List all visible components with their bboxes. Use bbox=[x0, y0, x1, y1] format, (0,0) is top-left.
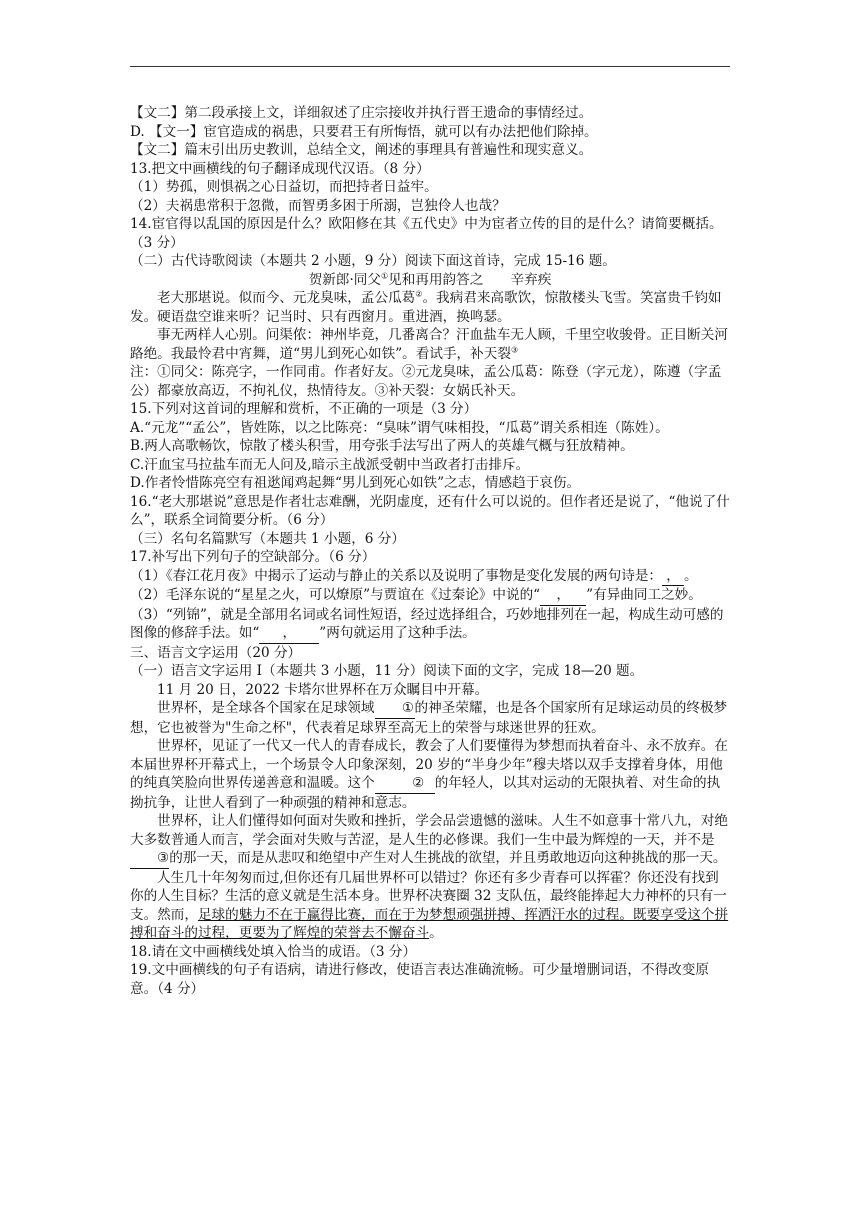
passage-paragraph: 人生几十年匆匆而过,但你还有几届世界杯可以错过？你还有多少青春可以挥霍？你还没有找到你的人生目标？生活的意义就是生活本身。世界杯决赛圈 32 支队伍，最终能捧起大力神杯的只有一支。然而，足球的魅力不在于赢得比赛，而在于为梦想顽强拼搏、挥洒汗水的过程。既要享受这个拼搏和奋斗的过程，更要为了辉煌的荣誉去不懈奋斗。 bbox=[130, 869, 729, 941]
fill-blank-1[interactable]: ① bbox=[375, 699, 415, 719]
passage-paragraph: 世界杯，让人们懂得如何面对失败和挫折，学会品尝遗憾的滋味。人生不如意事十常八九，对绝大多数普通人而言，学会面对失败与苦涩，是人生的必修课。我们一生中最为辉煌的一天，并不是③的那一天，而是从悲叹和绝望中产生对人生挑战的欲望，并且勇敢地迈向这种挑战的那一天。 bbox=[130, 812, 730, 869]
question-13: 13.把文中画横线的句子翻译成现代汉语。（8 分） bbox=[130, 160, 430, 177]
section-recitation-heading: （三）名句名篇默写（本题共 1 小题，6 分） bbox=[130, 530, 405, 547]
question-15: 15.下列对这首词的理解和赏析，不正确的一项是（3 分） bbox=[130, 401, 478, 417]
passage-paragraph: 世界杯，是全球各个国家在足球领域 ①的神圣荣耀，也是各个国家所有足球运动员的终极梦想，它也被誉为"生命之杯"，代表着足球界至高无上的荣誉与球迷世界的狂欢。 bbox=[130, 700, 728, 736]
fill-blank[interactable]: ， bbox=[662, 567, 684, 587]
option-c: C.汗血宝马拉盐车而无人问及,暗示主战派受朝中当政者打击排斥。 bbox=[130, 456, 530, 473]
text-line: 【文二】第二段承接上文，详细叙述了庄宗接收并执行晋王遗命的事情经过。 bbox=[130, 105, 593, 121]
fill-blank-2[interactable]: ② bbox=[375, 774, 435, 794]
option-b: B.两人高歌畅饮，惊散了楼头积雪，用夸张手法写出了两人的英雄气概与狂放精神。 bbox=[130, 438, 634, 454]
question-17: 17.补写出下列句子的空缺部分。（6 分） bbox=[130, 549, 376, 565]
question-19: 19.文中画横线的句子有语病，请进行修改，使语言表达准确流畅。可少量增删词语，不得改变原意。（4 分） bbox=[130, 962, 709, 997]
question-17-3: （3）“列锦”，就是全部用名词或名词性短语，经过选择组合，巧妙地排列在一起，构成生动可感的图像的修辞手法。如“ ， ”两句就运用了这种手法。 bbox=[130, 606, 730, 644]
option-a: A.“元龙”“孟公”，皆姓陈，以之比陈亮：“臭味”谓气味相投，“瓜葛”谓关系相连（陈姓）。 bbox=[130, 419, 669, 436]
text-line: 【文二】篇末引出历史教训，总结全文，阐述的事理具有普遍性和现实意义。 bbox=[130, 142, 593, 158]
passage-paragraph: 世界杯，见证了一代又一代人的青春成长，教会了人们要懂得为梦想而执着奋斗、永不放弃。在本届世界杯开幕式上，一个场景令人印象深刻，20 岁的“半身少年”穆夫塔以双手支撑着身体，用他的纯真笑脸向世界传递善意和温暖。这个 ② 的年轻人，以其对运动的无限执着、对生命的执拗抗争，让世人看到了一种顽强的精神和意志。 bbox=[130, 738, 728, 811]
question-14: 14.宦官得以乱国的原因是什么？欧阳修在其《五代史》中为宦者立传的目的是什么？请简要概括。（3 分） bbox=[130, 216, 723, 251]
section-poetry-heading: （二）古代诗歌阅读（本题共 2 小题，9 分）阅读下面这首诗，完成 15-16 题。 bbox=[130, 253, 616, 269]
document-page bbox=[130, 104, 730, 998]
question-17-1: （1）《春江花月夜》中揭示了运动与静止的关系以及说明了事物是变化发展的两句诗是： ， 。 bbox=[130, 567, 730, 587]
poem-note: 注：①同父：陈亮字，一作同甫。作者好友。②元龙臭味，孟公瓜葛：陈登（字元龙），陈遵（字孟公）都豪放高迈，不拘礼仪，热情待友。③补天裂：女娲氏补天。 bbox=[130, 364, 722, 399]
poem-stanza-2: 事无两样人心别。问渠侬：神州毕竟，几番离合？汗血盐车无人顾，千里空收骏骨。正目断关河路绝。我最怜君中宵舞，道“男儿到死心如铁”。看试手，补天裂③ bbox=[130, 327, 728, 362]
question-13-1: （1）势孤，则惧祸之心日益切，而把持者日益牢。 bbox=[130, 179, 438, 195]
question-17-2: （2）毛泽东说的“星星之火，可以燎原”与贾谊在《过秦论》中说的“ ， ”有异曲同工之妙。 bbox=[130, 586, 730, 606]
question-16: 16.“老大那堪说”意思是作者壮志难酬，光阴虚度，还有什么可以说的。但作者还是说了，“他说了什么”，联系全词简要分析。（6 分） bbox=[130, 493, 730, 528]
fill-blank-3[interactable]: ③ bbox=[130, 849, 169, 869]
text-line: D. 【文一】宦官造成的祸患，只要君王有所悔悟，就可以有办法把他们除掉。 bbox=[130, 123, 598, 140]
passage-paragraph: 11 月 20 日，2022 卡塔尔世界杯在万众瞩目中开幕。 bbox=[157, 681, 489, 698]
fill-blank[interactable]: ， bbox=[540, 586, 586, 606]
header-rule bbox=[130, 66, 730, 67]
question-18: 18.请在文中画横线处填入恰当的成语。（3 分） bbox=[130, 943, 417, 960]
option-d: D.作者怜惜陈亮空有祖逖闻鸡起舞“男儿到死心如铁”之志，情感趋于哀伤。 bbox=[130, 475, 581, 491]
question-13-2: （2）夫祸患常积于忽微，而智勇多困于所溺，岂独伶人也哉？ bbox=[130, 197, 506, 214]
fill-blank[interactable]: ， bbox=[259, 624, 319, 644]
underlined-sentence: 足球的魅力不在于赢得比赛，而在于为梦想顽强拼搏、挥洒汗水的过程。既要享受这个拼搏和奋斗的过程，更要为了辉煌的荣誉去不懈奋斗 bbox=[130, 906, 729, 941]
subsection-heading: （一）语言文字运用 I（本题共 3 小题，11 分）阅读下面的文字，完成 18—20 题。 bbox=[130, 663, 644, 679]
poem-title: 贺新郎·同父①见和再用韵答之 辛弃疾 bbox=[308, 270, 552, 288]
part-three-heading: 三、语言文字运用（20 分） bbox=[130, 644, 302, 661]
poem-stanza-1: 老大那堪说。似而今、元龙臭味，孟公瓜葛②。我病君来高歌饮，惊散楼头飞雪。笑富贵千钧如发。硬语盘空谁来听？记当时、只有西窗月。重进酒，换鸣瑟。 bbox=[130, 289, 722, 325]
